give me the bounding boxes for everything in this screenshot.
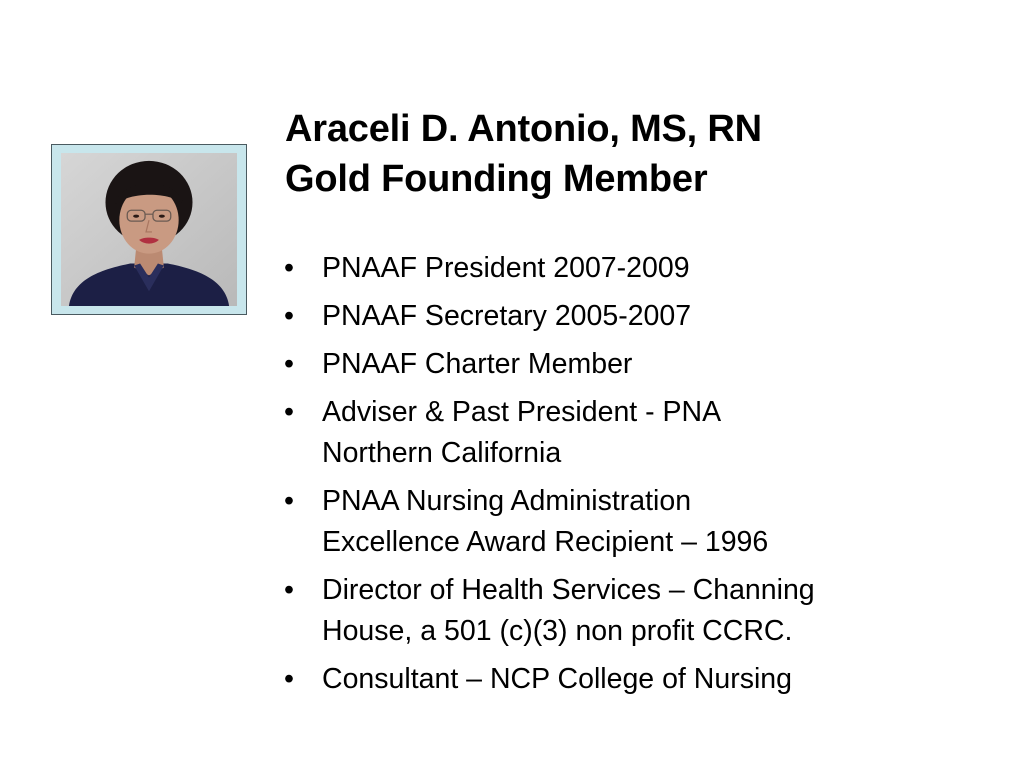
bullet-icon: •: [284, 300, 294, 332]
list-item: [284, 248, 984, 289]
slide-title: [285, 104, 762, 204]
bullet-icon: •: [284, 485, 294, 517]
bullet-text: Adviser & Past President - PNA Northern California: [322, 396, 722, 469]
bullet-text: PNAA Nursing Administration Excellence Award Recipient – 1996: [322, 485, 769, 558]
bullet-text: PNAAF Secretary 2005-2007: [322, 300, 692, 332]
portrait-frame: [51, 144, 247, 315]
bullet-icon: •: [284, 348, 294, 380]
title-line-role: Gold Founding Member: [285, 158, 708, 200]
bullet-list: [284, 248, 984, 707]
bullet-text: Director of Health Services – Channing House, a 501 (c)(3) non profit CCRC.: [322, 574, 815, 647]
bullet-text: Consultant – NCP College of Nursing: [322, 663, 792, 695]
bullet-icon: •: [284, 252, 294, 284]
list-item: [284, 659, 984, 700]
portrait-photo: [61, 153, 237, 306]
title-line-name: Araceli D. Antonio, MS, RN: [285, 108, 762, 150]
bullet-icon: •: [284, 663, 294, 695]
bullet-icon: •: [284, 574, 294, 606]
bullet-text: PNAAF President 2007-2009: [322, 252, 690, 284]
list-item: [284, 570, 984, 652]
list-item: [284, 481, 984, 563]
list-item: [284, 296, 984, 337]
list-item: [284, 392, 984, 474]
bullet-icon: •: [284, 396, 294, 428]
bullet-text: PNAAF Charter Member: [322, 348, 633, 380]
list-item: [284, 344, 984, 385]
